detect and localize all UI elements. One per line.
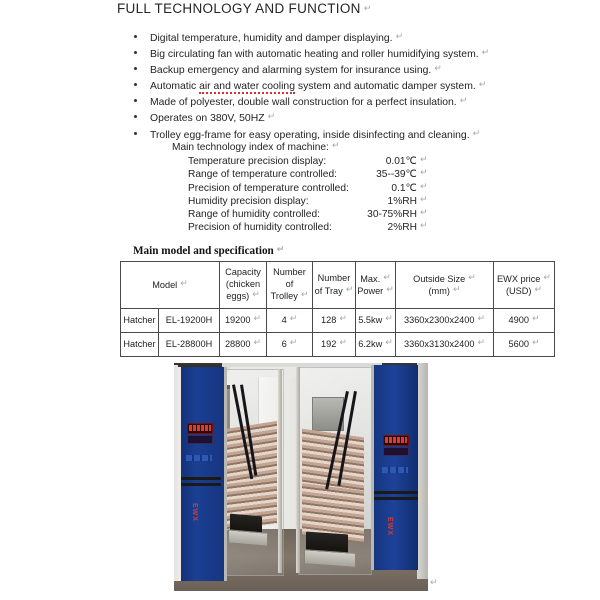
paragraph-mark-icon: ↵	[331, 141, 340, 151]
cell-price	[494, 309, 555, 333]
cell-capacity-label: 28800	[224, 339, 251, 350]
bullet-icon	[134, 51, 137, 54]
paragraph-mark-icon: ↵	[289, 314, 298, 325]
tech-index-row	[188, 181, 428, 194]
header-label-size-1: Outside Size	[413, 273, 466, 284]
cell-power-label: 5.5kw	[358, 315, 383, 326]
paragraph-mark-icon: ↵	[420, 207, 428, 218]
list-item-label: Trolley egg-frame for easy operating, inside disinfecting and cleaning.	[150, 129, 470, 141]
paragraph-mark-icon: ↵	[180, 278, 188, 289]
tech-index-label: Humidity precision display:	[188, 195, 309, 207]
paragraph-mark-icon: ↵	[477, 338, 486, 349]
cell-type	[121, 333, 159, 357]
paragraph-mark-icon: ↵	[452, 285, 461, 295]
tech-index-value: 35--39℃	[376, 169, 417, 181]
tech-index-label: Range of temperature controlled:	[188, 169, 337, 181]
tech-index-value: 0.1℃	[391, 182, 417, 194]
header-label-model: Model	[152, 279, 178, 290]
paragraph-mark-icon: ↵	[420, 168, 428, 179]
paragraph-mark-icon: ↵	[383, 272, 391, 283]
cell-power-label: 6.2kw	[358, 339, 383, 350]
cell-price-label: 5600	[508, 339, 529, 350]
header-cell-trolley	[267, 262, 313, 309]
tech-index-row	[188, 194, 428, 207]
bullet-icon	[134, 67, 137, 70]
list-item-label: Digital temperature, humidity and damper displaying.	[150, 33, 393, 44]
header-label-capacity-2: (chicken	[225, 278, 261, 289]
tech-index-rows	[172, 154, 428, 233]
feature-list	[132, 30, 489, 143]
spec-section-heading-label: Main model and specification	[133, 245, 274, 257]
photo-right-door-post	[296, 367, 300, 573]
cell-type	[121, 309, 159, 333]
photo-right-control-buttons	[382, 467, 408, 473]
cell-capacity	[220, 333, 267, 357]
header-label-size-2: (mm)	[428, 286, 450, 296]
header-label-power-2: Power	[357, 286, 384, 296]
photo-left-led-display-secondary	[187, 435, 213, 444]
bullet-icon	[134, 83, 137, 86]
photo-left-door-logo: EWX	[191, 503, 198, 522]
paragraph-mark-icon: ↵	[300, 290, 309, 301]
page-title	[117, 1, 372, 16]
cell-trolley-label: 6	[281, 339, 287, 350]
paragraph-mark-icon: ↵	[472, 128, 481, 139]
list-item	[132, 62, 489, 78]
list-item	[132, 46, 489, 62]
cell-size-label: 3360x3130x2400	[403, 339, 475, 350]
paragraph-mark-icon: ↵	[434, 64, 442, 75]
paragraph-mark-icon: ↵	[468, 272, 476, 283]
paragraph-mark-icon: ↵	[253, 314, 262, 325]
cell-model	[159, 333, 220, 357]
header-cell-capacity	[220, 262, 267, 309]
cell-trolley-label: 4	[281, 315, 287, 326]
list-item	[132, 110, 489, 126]
photo-right-led-display	[383, 435, 409, 446]
header-cell-price	[494, 262, 555, 309]
tech-index-heading	[172, 140, 428, 154]
paragraph-mark-icon: ↵	[531, 314, 540, 325]
product-photo	[174, 363, 428, 591]
photo-right-door-edge	[417, 363, 428, 579]
list-item-label: Big circulating fan with automatic heating and roller humidifying system.	[150, 49, 479, 61]
photo-right-door-stripe-1	[374, 491, 418, 494]
cell-model-label: EL-28800H	[165, 338, 213, 349]
header-label-tray-2: of Tray	[314, 285, 343, 296]
tech-index-label: Temperature precision display:	[188, 156, 327, 168]
paragraph-mark-icon: ↵	[363, 4, 372, 14]
photo-left-door-post	[278, 369, 282, 573]
tech-index-block	[172, 140, 428, 233]
cell-tray	[313, 333, 356, 357]
paragraph-mark-icon: ↵	[253, 338, 262, 349]
paragraph-mark-icon: ↵	[420, 181, 428, 192]
paragraph-mark-icon: ↵	[459, 96, 468, 107]
paragraph-mark-icon: ↵	[289, 338, 298, 349]
tech-index-row	[188, 154, 428, 167]
paragraph-mark-icon: ↵	[267, 112, 276, 123]
paragraph-mark-icon: ↵	[420, 155, 428, 166]
photo-left-door-stripe-1	[181, 477, 221, 480]
paragraph-mark-icon: ↵	[531, 338, 540, 349]
list-item-label: Backup emergency and alarming system for insurance using.	[150, 65, 432, 77]
cell-capacity-label: 19200	[224, 315, 251, 326]
tech-index-row	[188, 167, 428, 180]
list-item	[132, 78, 489, 94]
paragraph-mark-icon: ↵	[478, 80, 487, 91]
cell-tray-label: 128	[321, 315, 337, 326]
header-cell-size	[396, 262, 494, 309]
cell-type-label: Hatcher	[123, 314, 156, 325]
paragraph-mark-icon: ↵	[339, 314, 347, 325]
header-cell-power	[356, 262, 396, 309]
photo-paragraph-mark-icon: ↵	[430, 578, 438, 588]
paragraph-mark-icon: ↵	[252, 290, 260, 301]
cell-power	[356, 333, 396, 357]
paragraph-mark-icon: ↵	[420, 221, 428, 232]
header-label-price-2: (USD)	[505, 286, 532, 296]
photo-right-door-logo: EWX	[386, 517, 393, 536]
cell-price-label: 4900	[508, 315, 529, 326]
cell-tray-label: 192	[321, 339, 337, 350]
spec-table	[120, 261, 555, 357]
table-row	[121, 309, 555, 333]
photo-right-led-display-secondary	[383, 447, 409, 456]
spellcheck-underlined-text: air and water cooling	[199, 81, 295, 93]
list-item-label: Operates on 380V, 50HZ	[150, 113, 265, 125]
tech-index-row	[188, 220, 428, 233]
header-label-capacity-3: eggs)	[226, 291, 250, 302]
cell-model	[159, 309, 220, 333]
tech-index-heading-label: Main technology index of machine:	[172, 142, 329, 153]
photo-left-door	[177, 367, 227, 581]
tech-index-value: 1%RH	[387, 195, 417, 207]
tech-index-label: Precision of temperature controlled:	[188, 182, 349, 194]
bullet-icon	[134, 99, 137, 102]
cell-type-label: Hatcher	[123, 338, 156, 349]
paragraph-mark-icon: ↵	[481, 48, 490, 59]
cell-size	[396, 333, 494, 357]
photo-right-door-stripe-2	[374, 497, 418, 500]
paragraph-mark-icon: ↵	[395, 32, 404, 42]
paragraph-mark-icon: ↵	[345, 284, 354, 295]
table-header-row	[121, 262, 555, 309]
tech-index-label: Precision of humidity controlled:	[188, 222, 332, 234]
cell-power	[356, 309, 396, 333]
paragraph-mark-icon: ↵	[385, 338, 393, 349]
cell-tray	[313, 309, 356, 333]
page-title-text: FULL TECHNOLOGY AND FUNCTION	[117, 1, 361, 16]
paragraph-mark-icon: ↵	[534, 285, 543, 295]
tech-index-label: Range of humidity controlled:	[188, 208, 320, 220]
photo-left-door-stripe-2	[181, 483, 221, 486]
cell-trolley	[267, 309, 313, 333]
cell-price	[494, 333, 555, 357]
paragraph-mark-icon: ↵	[543, 272, 551, 283]
cell-size	[396, 309, 494, 333]
cell-trolley	[267, 333, 313, 357]
paragraph-mark-icon: ↵	[385, 314, 393, 325]
paragraph-mark-icon: ↵	[339, 338, 347, 349]
header-label-trolley-3: Trolley	[270, 291, 298, 302]
spec-table-container	[120, 261, 555, 357]
header-label-tray-1: Number	[317, 273, 351, 284]
bullet-icon	[134, 35, 137, 38]
tech-index-value: 30-75%RH	[367, 208, 417, 220]
header-cell-tray	[313, 262, 356, 309]
header-label-trolley-2: of	[285, 278, 294, 289]
tech-index-row	[188, 207, 428, 220]
tech-index-value: 0.01℃	[385, 156, 417, 168]
paragraph-mark-icon: ↵	[420, 194, 428, 205]
header-label-power-1: Max.	[360, 273, 381, 284]
bullet-icon	[134, 115, 137, 118]
spec-section-heading	[133, 245, 284, 257]
list-item-label-prefix: Automatic	[150, 81, 200, 93]
paragraph-mark-icon: ↵	[477, 314, 486, 325]
bullet-icon	[134, 132, 137, 135]
paragraph-mark-icon: ↵	[386, 285, 394, 295]
cell-size-label: 3360x2300x2400	[403, 315, 475, 326]
table-row	[121, 333, 555, 357]
cell-capacity	[220, 309, 267, 333]
tech-index-value: 2%RH	[387, 222, 417, 234]
list-item-label-suffix: system and automatic damper system.	[294, 81, 476, 93]
cell-model-label: EL-19200H	[165, 314, 213, 325]
paragraph-mark-icon: ↵	[276, 245, 285, 255]
photo-left-led-display	[187, 423, 213, 434]
header-label-price-1: EWX price	[497, 273, 541, 284]
header-cell-model	[121, 262, 220, 309]
header-label-trolley-1: Number	[273, 267, 306, 278]
list-item-label: Made of polyester, double wall construction for a perfect insulation.	[150, 97, 457, 109]
photo-left-control-buttons	[186, 455, 212, 461]
list-item	[132, 30, 489, 46]
header-label-capacity-1: Capacity	[225, 267, 261, 278]
photo-right-door	[371, 365, 418, 570]
list-item	[132, 94, 489, 110]
